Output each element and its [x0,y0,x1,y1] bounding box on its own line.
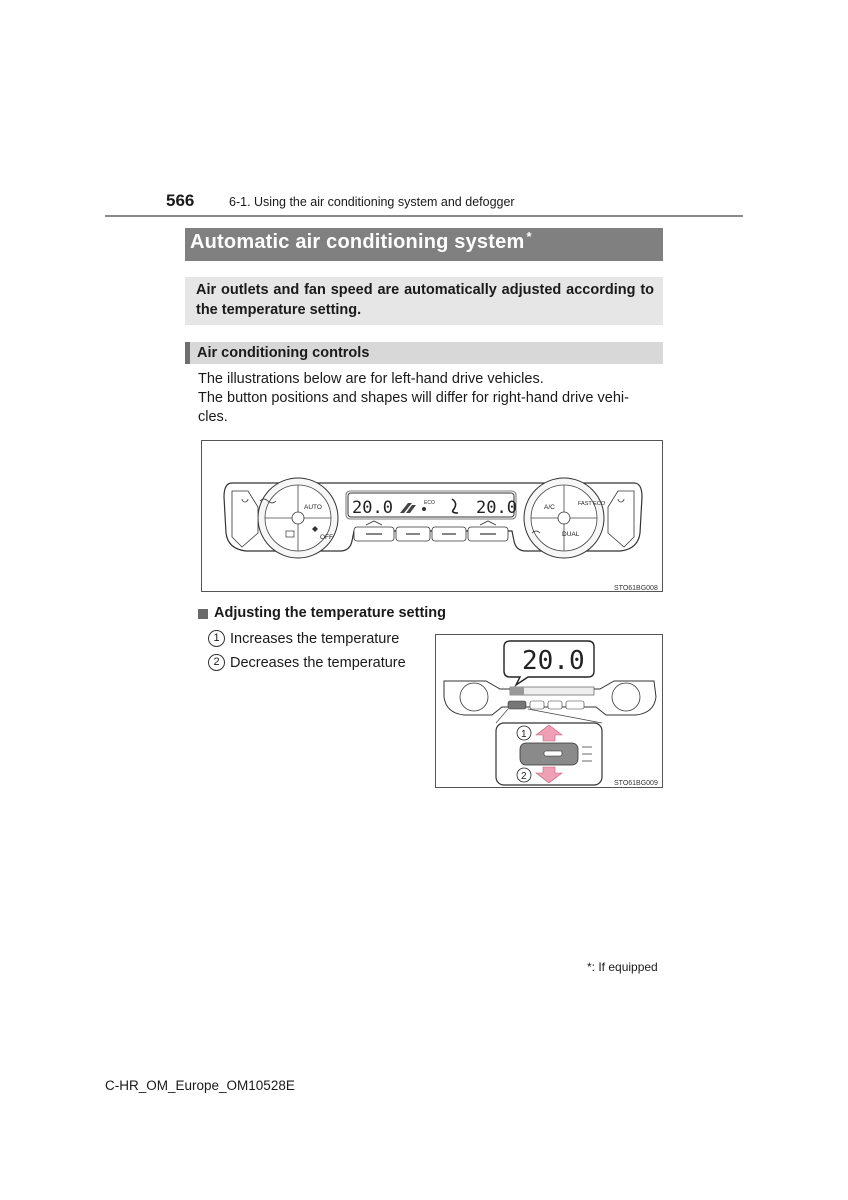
chapter-title: 6-1. Using the air conditioning system and defogger [229,195,515,209]
footer-code: C-HR_OM_Europe_OM10528E [105,1078,295,1093]
temperature-figure [435,634,663,788]
display-right-temp: 20.0 [476,498,517,518]
figure1-code: STO61BG008 [614,585,658,592]
ac-button-label: A/C [544,504,555,511]
dual-button-label: DUAL [562,531,580,538]
callout-2-icon: 2 [208,654,225,671]
callout-2-label: 2 [521,771,527,782]
auto-button-label: AUTO [304,504,322,511]
lead-text: Air outlets and fan speed are automatically adjusted according to the temperature setting. [196,282,654,318]
off-button-label: OFF [320,534,333,541]
header-rule [105,215,743,217]
display-left-temp: 20.0 [352,498,393,518]
callout-1-icon: 1 [208,630,225,647]
display-eco: ECO [424,500,435,506]
page-title [190,231,532,254]
figure2-code: STO61BG009 [614,780,658,787]
equipped-marker: * [526,229,532,244]
section-accent [185,342,190,364]
paragraph-rhd: The button positions and shapes will differ for right-hand drive vehi- [198,390,629,406]
paragraph-lhd: The illustrations below are for left-hand drive vehicles. [198,371,544,387]
section-heading: Air conditioning controls [197,345,370,361]
paragraph-rhd-cont: cles. [198,409,228,425]
square-bullet-icon [198,609,208,619]
bubble-temp: 20.0 [522,646,585,676]
page-number: 566 [166,191,195,210]
item-increase: Increases the temperature [230,631,400,647]
control-panel-illustration [202,441,664,593]
temperature-illustration [436,635,664,789]
control-panel-figure [201,440,663,592]
footnote: *: If equipped [587,960,658,974]
subsection-heading: Adjusting the temperature setting [214,605,447,621]
item-decrease: Decreases the temperature [230,655,406,671]
page-title-text: Automatic air conditioning system [190,231,525,253]
fast-eco-button-label: FAST ECO [578,501,606,507]
callout-1-label: 1 [521,729,527,740]
